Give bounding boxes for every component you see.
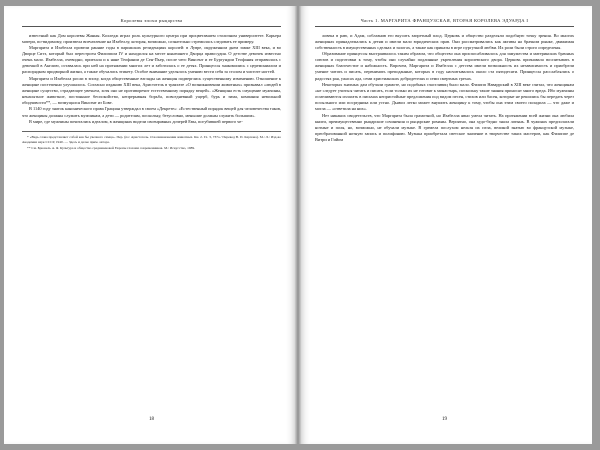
paragraph: Маргарита и Изабелла росли в эпоху, когда общественные взгляды на женщин подверглись существенному изменению. Отношение к женщине постепенно улучшалось. Согласно изданию XIII века, Аристотель в трактате «О возникновении животных» признавал «людей в женщине существо, страдающее увечьем, хотя оно не противоречит естественному порядку вещей». «Женщина есть смущение мужчины, ненасытное животное, постоянное беспокойство, непрерывная борьба, повседневный ущерб, бурь и зима, компания невольной обидчивости**, — возмущался Винсент из Бове. xyxy=(22,75,281,106)
paragraph: ловека в раю, и Адам, соблазнив его вкусить запретный плод. Церковь и общество разделяли подобную точку зрения. Во многих женщинах принадлежались к детям и имели мало юридических прав. Они рассматривались как активы на брачном рынке, движимая собственность в имущественных сделках и залогах, а также как приказы в игре пургучной любви. Их роли были строго определены. xyxy=(315,32,574,50)
paragraph: В 1140 году знаток канонического права Грациан утверждал в своем «Декрете»: «Естественный порядок вещей для человечества таков, что женщины должны служить мужчинам, а дети — родителям, поскольку, безусловно, меньшие должны служить большим». xyxy=(22,106,281,118)
right-body-text xyxy=(315,33,574,144)
right-running-head: Часть 1. МАРГАРИТА ФРАНЦУЗСКАЯ, ВТОРАЯ КОРОЛЕВА ЭДУАРДА I xyxy=(360,18,529,23)
left-body-text xyxy=(22,33,281,125)
right-content-area xyxy=(315,33,574,425)
left-header-rule xyxy=(22,26,281,27)
footnote: * «Ведь слава представляет собой как бы увечного самца». Пер. (по: Аристотель. О возникновении животных. Кн. 2. Гл. 3, 737a / Перевод В. П. Карпова). М.: Л.: Изд-во Академии наук СССР, 1940. — Здесь и далее прим. автора. xyxy=(22,134,281,144)
left-footnotes xyxy=(22,131,281,151)
left-page xyxy=(4,6,295,444)
right-header-rule xyxy=(315,26,574,27)
left-page-inner xyxy=(22,18,281,434)
paragraph: Некоторых знатных дам обучали грамоте, но подобных счастливиц было мало. Филипп Наваррский в XIII веке считал, что женщинам «не следует учиться читать и писать, если только их не готовят к монастырь, поскольку такие знания приносят много вреда. Ибо мужчины осмеливаются излагать в письмах непристойные предложения под видом песен, стихов или басен, которые не решились бы передать через посыльного или посредника или устно. Дьявол легко может внушить женщину к тому, чтобы она этим своего поладила — что даже и могла — «ответила на них». xyxy=(315,81,574,112)
right-folio: 19 xyxy=(442,417,447,422)
paragraph: Маргарита и Изабелла провели ранние годы в парижских резиденциях королей: в Лувре, окруженном днем замке XIII века, и во Дворце Ситэ, который был перестроен Филиппом IV и находился на месте нынешнего Дворца правосудия. О детстве девочек известно очень мало. Изабелла, очевидно, приехала и к няне Теофании де Сен-Пьер, после чего Винсент и ее Бургундии Теофания отправилась с девочкой в Англию, оставалась при ней на протяжении многих лет и заботилась о ее детях. Принцессы знакомились с церемониалом и распорядком придворной жизни, а также обучались этикету. Особое внимание уделялось умению вести себя за столом и чистоте ногтей. xyxy=(22,44,281,75)
paragraph: Образование принцессы выстраивалось таким образом, что общество она приспосабливалось для замужества и материнских брачных союзов и подготовки к тому, чтобы они случайно подлинные укрепления королевского двора. Церковь признавала воспитывать в женщинах благочестие и набожность. Впрочем, Маргарита и Изабелла с детства имели возможность их независимость и приобрели умение читать и писать, перенимать преподанные, которых в году насчитывалось около ста пятидесяти. Принцессы расслаблялись о радостях рая, ужасах ада, семи христианских добродетелях и семи смертных грехах. xyxy=(315,50,574,81)
left-content-area xyxy=(22,33,281,425)
left-folio: 18 xyxy=(149,417,154,422)
paragraph: Нет никаких свидетельств, что Маргарита была грамотной, но Изабелла явно умела читать. На протяжении всей жизни она любила книги, преимущественно рыцарские сочинения и рыцарские романы. Вероятно, она худо-бедно знала латынь. В чужинах предполагали нотные и поля, но, возможно, не обучали музыке. В гремела послухом нельзя их пела, великой знатью во французской музыке, преобразованной нотную запись и полифонию. Музыка приобретала светское значение в творчестве таких мастеров, как Филиппе де Витри и Гийом xyxy=(315,112,574,143)
right-page xyxy=(301,6,592,444)
right-page-inner xyxy=(315,18,574,434)
paragraph: В мире, где мужчины почитались идеалом, в женщинах видели своенравных дочерей Евы, погубившей первого че- xyxy=(29,118,243,124)
paragraph: известный как Дом королевы Жанны. Колледж играл роль культурного центра при процветавшем столичном университете. Карьера матери, по-видимому, произвела впечатление на Изабеллу, которая, возможно, сознательно стремилась следовать ее примеру. xyxy=(22,32,281,44)
footnote: ** См. Брюнель А. Я. Культура и общество средневековой Европы глазами современников. М.: Искусство, 1989. xyxy=(27,145,196,150)
left-running-head: Королевы эпохи рыцарства xyxy=(120,18,183,23)
